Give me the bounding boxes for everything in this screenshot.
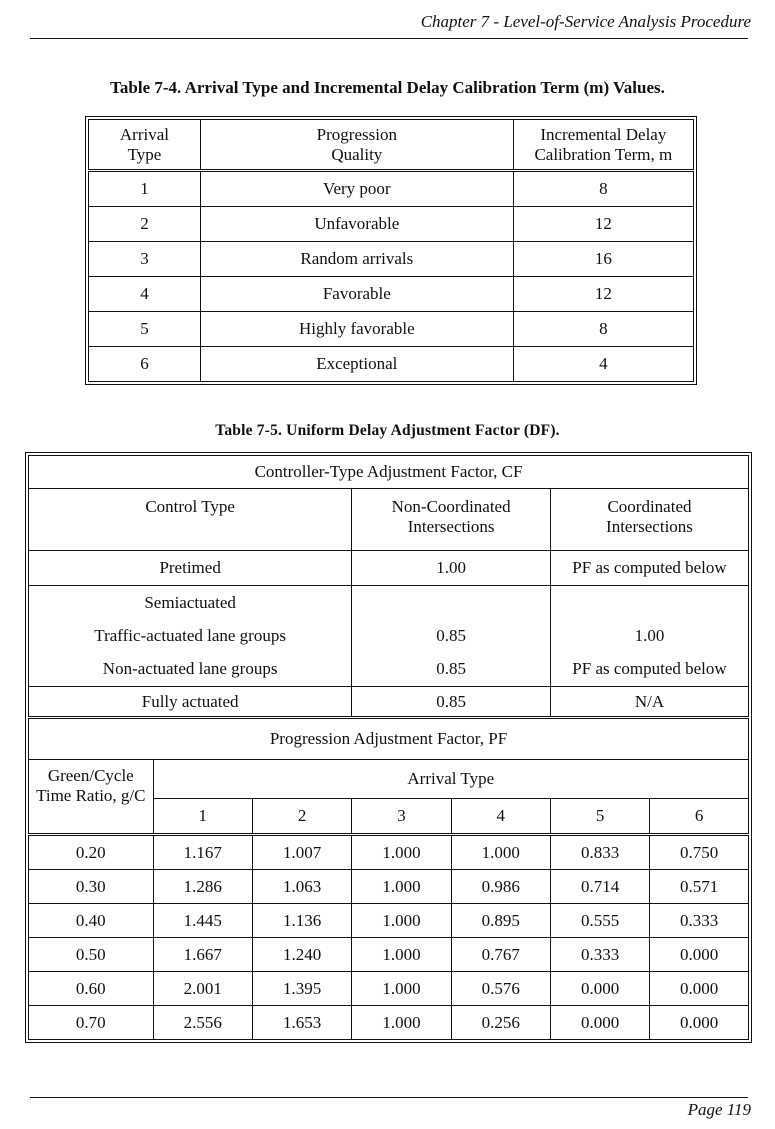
cell: Favorable	[200, 277, 513, 312]
cell: 0.30	[29, 870, 154, 904]
cell	[29, 586, 352, 687]
gc-ratio-header: Green/Cycle Time Ratio, g/C	[29, 760, 154, 835]
cell: 1.240	[252, 938, 351, 972]
row-label: Non-actuated lane groups	[102, 659, 278, 678]
cell: N/A	[550, 687, 748, 718]
cell: 0.576	[451, 972, 550, 1006]
cell: 8	[513, 312, 693, 347]
cell: 3	[89, 242, 201, 277]
arrival-type-col: 4	[451, 799, 550, 835]
cell: 4	[513, 347, 693, 382]
cell: 0.767	[451, 938, 550, 972]
table-row	[29, 870, 749, 904]
cell	[550, 586, 748, 687]
cell: 12	[513, 207, 693, 242]
cell: 0.895	[451, 904, 550, 938]
row-label: Traffic-actuated lane groups	[94, 626, 286, 645]
cell: Random arrivals	[200, 242, 513, 277]
cell: 1.063	[252, 870, 351, 904]
page-header: Chapter 7 - Level-of-Service Analysis Procedure	[420, 12, 751, 31]
cell: 0.986	[451, 870, 550, 904]
value: 0.85	[436, 626, 466, 645]
cell: 4	[89, 277, 201, 312]
cell: 1.000	[352, 972, 451, 1006]
value: 0.85	[436, 659, 466, 678]
table-row	[29, 687, 749, 718]
header-non-coordinated: Non-Coordinated Intersections	[352, 489, 551, 551]
cell: 0.333	[650, 904, 749, 938]
header-arrival-type: Arrival Type	[89, 120, 201, 171]
cell: 1.000	[352, 904, 451, 938]
table-row	[29, 938, 749, 972]
semiactuated-label: Semiactuated	[144, 593, 236, 612]
table-row	[29, 972, 749, 1006]
page-number: Page 119	[687, 1100, 751, 1119]
cell: 0.714	[550, 870, 649, 904]
cell: 0.85	[352, 687, 551, 718]
header-control-type: Control Type	[29, 489, 352, 551]
table-row	[89, 242, 694, 277]
cell: 0.000	[650, 938, 749, 972]
cell: Fully actuated	[29, 687, 352, 718]
cell: 1.445	[153, 904, 252, 938]
table2	[25, 452, 752, 1043]
cell: 2.556	[153, 1006, 252, 1040]
arrival-type-col: 1	[153, 799, 252, 835]
cell: 5	[89, 312, 201, 347]
cell: 0.333	[550, 938, 649, 972]
pf-title: Progression Adjustment Factor, PF	[29, 718, 749, 760]
cell: 0.000	[550, 1006, 649, 1040]
value: PF as computed below	[572, 659, 727, 678]
table-row	[29, 586, 749, 687]
arrival-type-col: 2	[252, 799, 351, 835]
table-row	[89, 312, 694, 347]
cell: 1.000	[352, 938, 451, 972]
cell: 1.007	[252, 835, 351, 870]
cell: 2	[89, 207, 201, 242]
cell: Exceptional	[200, 347, 513, 382]
table-row	[29, 1006, 749, 1040]
header-rule	[30, 38, 748, 39]
cell: 0.750	[650, 835, 749, 870]
arrival-type-col: 3	[352, 799, 451, 835]
cell: 1.667	[153, 938, 252, 972]
cell: 0.833	[550, 835, 649, 870]
cf-header-row	[29, 489, 749, 551]
cell: 0.256	[451, 1006, 550, 1040]
table-row	[89, 277, 694, 312]
cell: PF as computed below	[550, 551, 748, 586]
cell: 1.167	[153, 835, 252, 870]
cell: 0.60	[29, 972, 154, 1006]
table2-caption: Table 7-5. Uniform Delay Adjustment Factor (DF).	[215, 422, 560, 439]
cell: 1.000	[352, 835, 451, 870]
cell: 0.20	[29, 835, 154, 870]
cell: 0.70	[29, 1006, 154, 1040]
cf-title: Controller-Type Adjustment Factor, CF	[29, 456, 749, 489]
table1-header-row	[89, 120, 694, 171]
header-coordinated: Coordinated Intersections	[550, 489, 748, 551]
table-row	[29, 904, 749, 938]
cell: 1.653	[252, 1006, 351, 1040]
cell: 1.136	[252, 904, 351, 938]
cell: 12	[513, 277, 693, 312]
header-progression-quality: Progression Quality	[200, 120, 513, 171]
cell: 0.000	[550, 972, 649, 1006]
arrival-type-col: 5	[550, 799, 649, 835]
pf-title-row	[29, 718, 749, 760]
cell	[352, 586, 551, 687]
cell: Very poor	[200, 171, 513, 207]
arrival-type-col: 6	[650, 799, 749, 835]
cell: Unfavorable	[200, 207, 513, 242]
value: 1.00	[634, 626, 665, 645]
cell: 0.50	[29, 938, 154, 972]
cell: 1.000	[451, 835, 550, 870]
cell: 0.40	[29, 904, 154, 938]
cell: 0.000	[650, 1006, 749, 1040]
cell: 2.001	[153, 972, 252, 1006]
cell: Highly favorable	[200, 312, 513, 347]
cell: 1.000	[352, 870, 451, 904]
cell: Pretimed	[29, 551, 352, 586]
table1-caption: Table 7-4. Arrival Type and Incremental Delay Calibration Term (m) Values.	[110, 78, 665, 97]
table-row	[29, 835, 749, 870]
table-row	[29, 551, 749, 586]
cell: 8	[513, 171, 693, 207]
arrival-type-header: Arrival Type	[153, 760, 748, 799]
cf-title-row	[29, 456, 749, 489]
cell: 16	[513, 242, 693, 277]
cell: 0.571	[650, 870, 749, 904]
table-row	[89, 171, 694, 207]
table-row	[89, 207, 694, 242]
cell: 1.395	[252, 972, 351, 1006]
cell: 0.000	[650, 972, 749, 1006]
cell: 1.286	[153, 870, 252, 904]
footer-rule	[30, 1097, 748, 1098]
cell: 6	[89, 347, 201, 382]
cell: 0.555	[550, 904, 649, 938]
table1	[85, 116, 697, 385]
table-row	[89, 347, 694, 382]
cell: 1.000	[352, 1006, 451, 1040]
arrival-type-row	[29, 760, 749, 799]
header-calibration-term: Incremental Delay Calibration Term, m	[513, 120, 693, 171]
cell: 1	[89, 171, 201, 207]
cell: 1.00	[352, 551, 551, 586]
